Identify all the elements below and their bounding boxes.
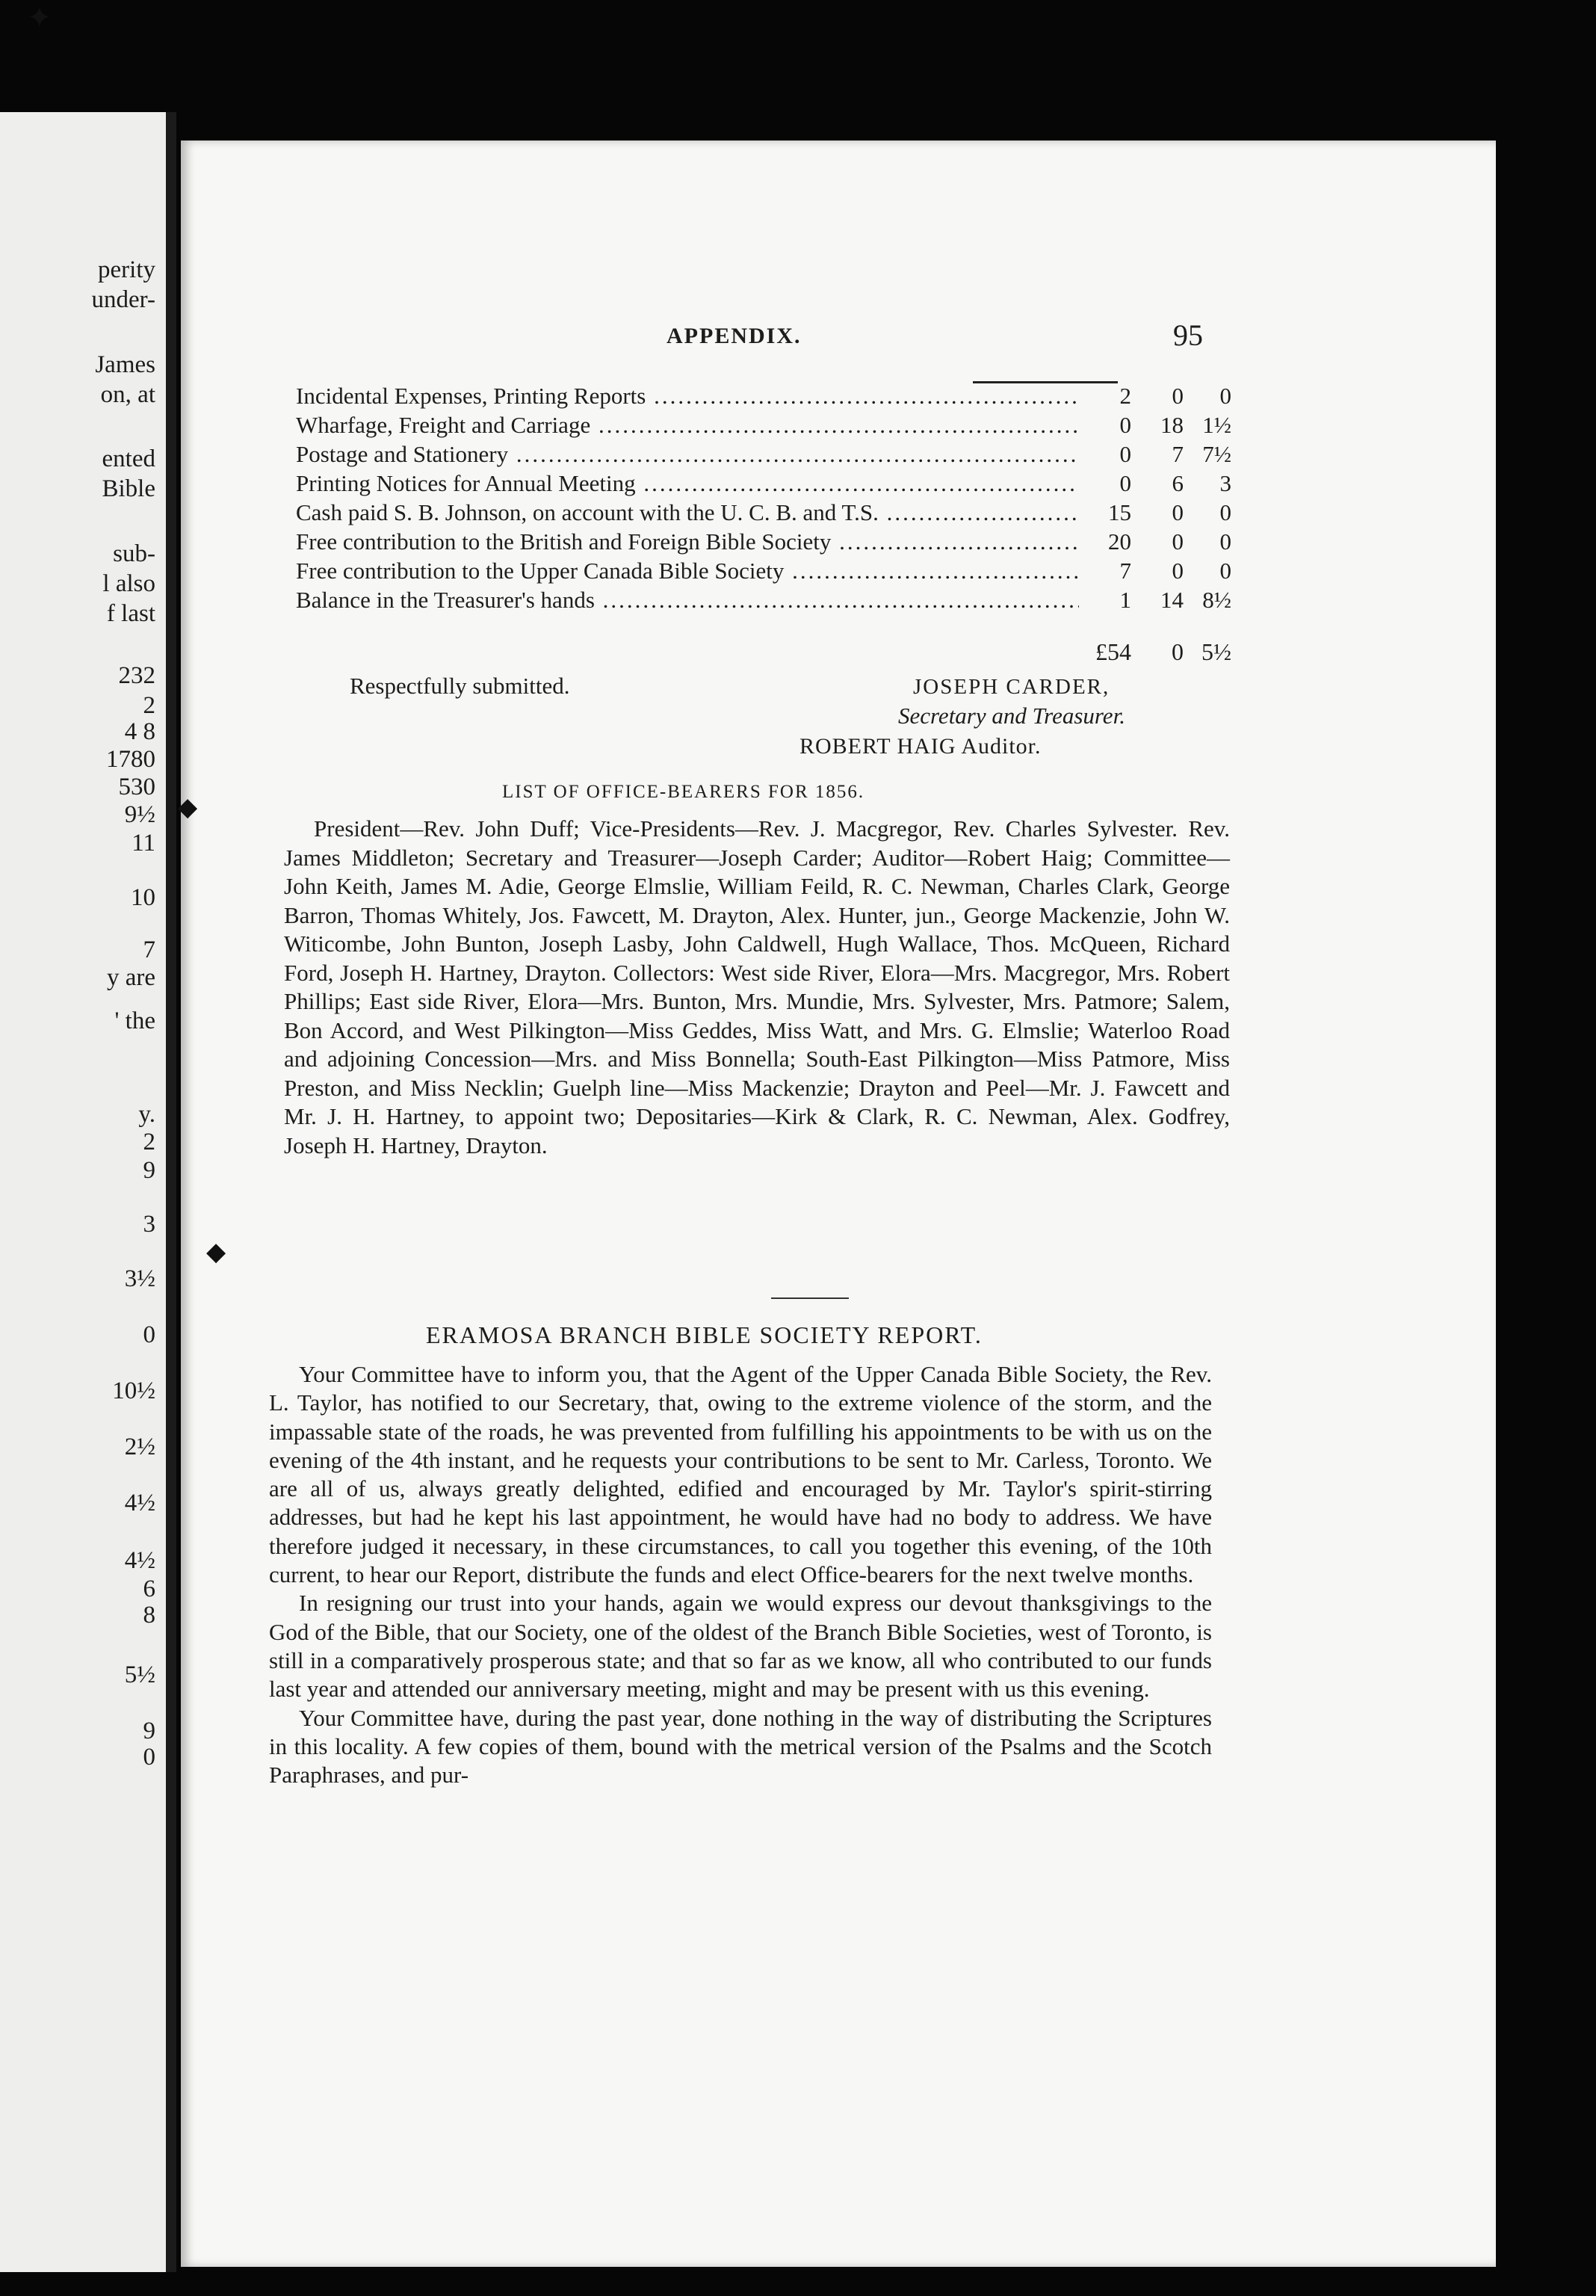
facing-page-text: ' the	[114, 1007, 155, 1034]
account-table	[296, 381, 1256, 614]
report-paragraph: Your Committee have to inform you, that the Agent of the Upper Canada Bible Society, the Rev. L. Taylor, has notified to our Secretary, that, owing to the extreme violence of the storm, and the impassable state of the roads, he was prevented from fulfilling his appointments to be with us on the evening of the 4th instant, and he requests your contributions to be sent to Mr. Carless, Toronto. We are all of us, always greatly delighted, edified and encouraged by Mr. Taylor's spirit-stirring addresses, but had he kept his last appointment, he would have had no body to address. We have therefore judged it necessary, in these circumstances, to call you together this evening, of the 10th current, to hear our Report, distribute the funds and elect Office-bearers for the next twelve months.	[269, 1361, 1212, 1588]
amount-shillings: 18	[1160, 412, 1184, 438]
page-number: 95	[1173, 318, 1203, 352]
account-row	[296, 469, 1256, 498]
amount-pence: 7½	[1202, 441, 1231, 467]
account-row	[296, 439, 1256, 469]
closing-text: Respectfully submitted.	[350, 673, 570, 699]
account-row	[296, 556, 1256, 585]
account-label: Wharfage, Freight and Carriage .....	[296, 410, 1079, 439]
facing-page-text: y are	[106, 964, 155, 991]
facing-page-text: Bible	[102, 475, 155, 502]
binding-mark: ◆	[178, 794, 198, 821]
facing-page-text: 5½	[124, 1661, 155, 1688]
amount-shillings: 0	[1172, 558, 1184, 584]
signer-name: JOSEPH CARDER,	[913, 675, 1110, 699]
account-row	[296, 585, 1256, 614]
amount-pounds: 7	[1119, 558, 1131, 584]
account-label: Free contribution to the British and Foreign Bible Society .....	[296, 527, 1079, 556]
amount-pounds: 0	[1119, 470, 1131, 496]
amount-shillings: 0	[1172, 499, 1184, 525]
amount-pounds: 20	[1108, 528, 1131, 555]
book-page	[181, 141, 1496, 2267]
amount-pence: 0	[1219, 383, 1231, 409]
account-label: Printing Notices for Annual Meeting .....	[296, 469, 1079, 498]
amount-shillings: 14	[1160, 587, 1184, 613]
amount-shillings: 6	[1172, 470, 1184, 496]
account-label: Cash paid S. B. Johnson, on account with the U. C. B. and T.S. .....	[296, 498, 1079, 527]
facing-page-text: 0	[143, 1744, 155, 1771]
binding-mark: ✦	[27, 1, 52, 34]
amount-pence: 0	[1219, 528, 1231, 555]
facing-page-text: 4½	[124, 1490, 155, 1516]
facing-page-text: ented	[102, 445, 155, 472]
report-paragraph: Your Committee have, during the past year, done nothing in the way of distributing the Scriptures in this locality. A few copies of them, bound with the metrical version of the Psalms and the Scotch Paraphrases, and pur-	[269, 1704, 1212, 1789]
total-pounds: £54	[1095, 638, 1131, 665]
facing-page-fragment	[0, 112, 176, 2272]
facing-page-text: 9	[143, 1157, 155, 1184]
facing-page-text: 2	[143, 692, 155, 719]
facing-page-text: 9½	[124, 801, 155, 828]
facing-page-text: 3	[143, 1211, 155, 1238]
facing-page-text: perity	[98, 256, 155, 283]
binding-mark: ◆	[206, 1238, 226, 1266]
account-label: Postage and Stationery .....	[296, 439, 1079, 469]
amount-pence: 0	[1219, 558, 1231, 584]
facing-page-text: under-	[91, 286, 155, 313]
report-paragraph: In resigning our trust into your hands, again we would express our devout thanksgivings to the God of the Bible, that our Society, one of the oldest of the Branch Bible Societies, west of Toronto, is still in a comparatively prosperous state; and that so far as we know, all who contributed to our funds last year and attended our anniversary meeting, might and may be present with us this evening.	[269, 1590, 1212, 1703]
facing-page-text: 10	[131, 884, 155, 911]
facing-page-text: sub-	[113, 540, 155, 567]
facing-page-text: l also	[102, 570, 155, 597]
facing-page-text: 11	[132, 830, 155, 857]
report-heading: ERAMOSA BRANCH BIBLE SOCIETY REPORT.	[426, 1321, 983, 1348]
amount-pence: 0	[1219, 499, 1231, 525]
section-divider	[771, 1297, 849, 1299]
facing-page-text: 9	[143, 1718, 155, 1744]
account-label: Free contribution to the Upper Canada Bible Society .....	[296, 556, 1079, 585]
officers-list	[284, 815, 1230, 1160]
page-header	[181, 318, 1496, 361]
facing-page-text: James	[95, 351, 155, 378]
account-row	[296, 498, 1256, 527]
facing-page-text: 10½	[112, 1377, 155, 1404]
amount-shillings: 0	[1172, 528, 1184, 555]
amount-pounds: 1	[1119, 587, 1131, 613]
amount-shillings: 0	[1172, 383, 1184, 409]
facing-page-text: 232	[118, 662, 155, 689]
officers-paragraph: President—Rev. John Duff; Vice-Presidents—Rev. J. Macgregor, Rev. Charles Sylvester. Rev. James Middleton; Secretary and Treasurer—Joseph Carder; Auditor—Robert Haig; Committee—John Keith, James M. Adie, George Elmslie, William Feild, R. C. Newman, Charles Clark, George Barron, Thomas Whitely, Jos. Fawcett, M. Drayton, Alex. Hunter, jun., George Mackenzie, John W. Witicombe, John Bunton, Joseph Lasby, John Caldwell, Hugh Wallace, Thos. McQueen, Richard Ford, Joseph H. Hartney, Drayton. Collectors: West side River, Elora—Mrs. Macgregor, Mrs. Robert Phillips; East side River, Elora—Mrs. Bunton, Mrs. Mundie, Mrs. Sylvester, Mrs. Patmore; Salem, Bon Accord, and West Pilkington—Miss Geddes, Miss Watt, and Mrs. G. Elmslie; Waterloo Road and adjoining Concession—Mrs. and Miss Bonnella; South-East Pilkington—Miss Patmore, Miss Preston, and Miss Necklin; Guelph line—Miss Mackenzie; Drayton and Peel—Mr. J. Fawcett and Mr. J. H. Hartney, to appoint two; Depositaries—Kirk & Clark, R. C. Newman, Alex. Godfrey, Joseph H. Hartney, Drayton.	[284, 815, 1230, 1158]
facing-page-text: 8	[143, 1602, 155, 1629]
facing-page-text: 4 8	[124, 718, 155, 745]
facing-page-text: 2	[143, 1129, 155, 1155]
facing-page-text: 530	[118, 774, 155, 800]
facing-page-text: 7	[143, 936, 155, 963]
officers-heading: LIST OF OFFICE-BEARERS FOR 1856.	[502, 782, 865, 802]
account-label: Incidental Expenses, Printing Reports .....	[296, 381, 1079, 410]
account-row	[296, 527, 1256, 556]
page-content	[181, 141, 1496, 2267]
account-row	[296, 381, 1256, 410]
facing-page-text: 3½	[124, 1265, 155, 1292]
account-total-row	[296, 638, 1256, 668]
amount-pence: 3	[1219, 470, 1231, 496]
account-row	[296, 410, 1256, 439]
running-head: APPENDIX.	[666, 324, 802, 348]
amount-pounds: 2	[1119, 383, 1131, 409]
total-shillings: 0	[1172, 638, 1184, 665]
facing-page-text: 4½	[124, 1547, 155, 1574]
auditor-line: ROBERT HAIG Auditor.	[799, 734, 1042, 759]
amount-pounds: 0	[1119, 412, 1131, 438]
facing-page-text: f last	[106, 600, 155, 627]
report-body	[269, 1360, 1212, 1789]
amount-pence: 1½	[1202, 412, 1231, 438]
facing-page-text: 1780	[106, 746, 155, 773]
amount-shillings: 7	[1172, 441, 1184, 467]
account-label: Balance in the Treasurer's hands .....	[296, 585, 1079, 614]
facing-page-text: 6	[143, 1576, 155, 1602]
amount-pounds: 15	[1108, 499, 1131, 525]
facing-page-text: 2½	[124, 1434, 155, 1460]
amount-pounds: 0	[1119, 441, 1131, 467]
total-pence: 5½	[1201, 638, 1231, 665]
facing-page-text: 0	[143, 1321, 155, 1348]
facing-page-text: on, at	[100, 381, 155, 408]
signer-title: Secretary and Treasurer.	[898, 703, 1125, 729]
amount-pence: 8½	[1202, 587, 1231, 613]
facing-page-text: y.	[138, 1101, 155, 1128]
total-rule	[973, 381, 1118, 383]
